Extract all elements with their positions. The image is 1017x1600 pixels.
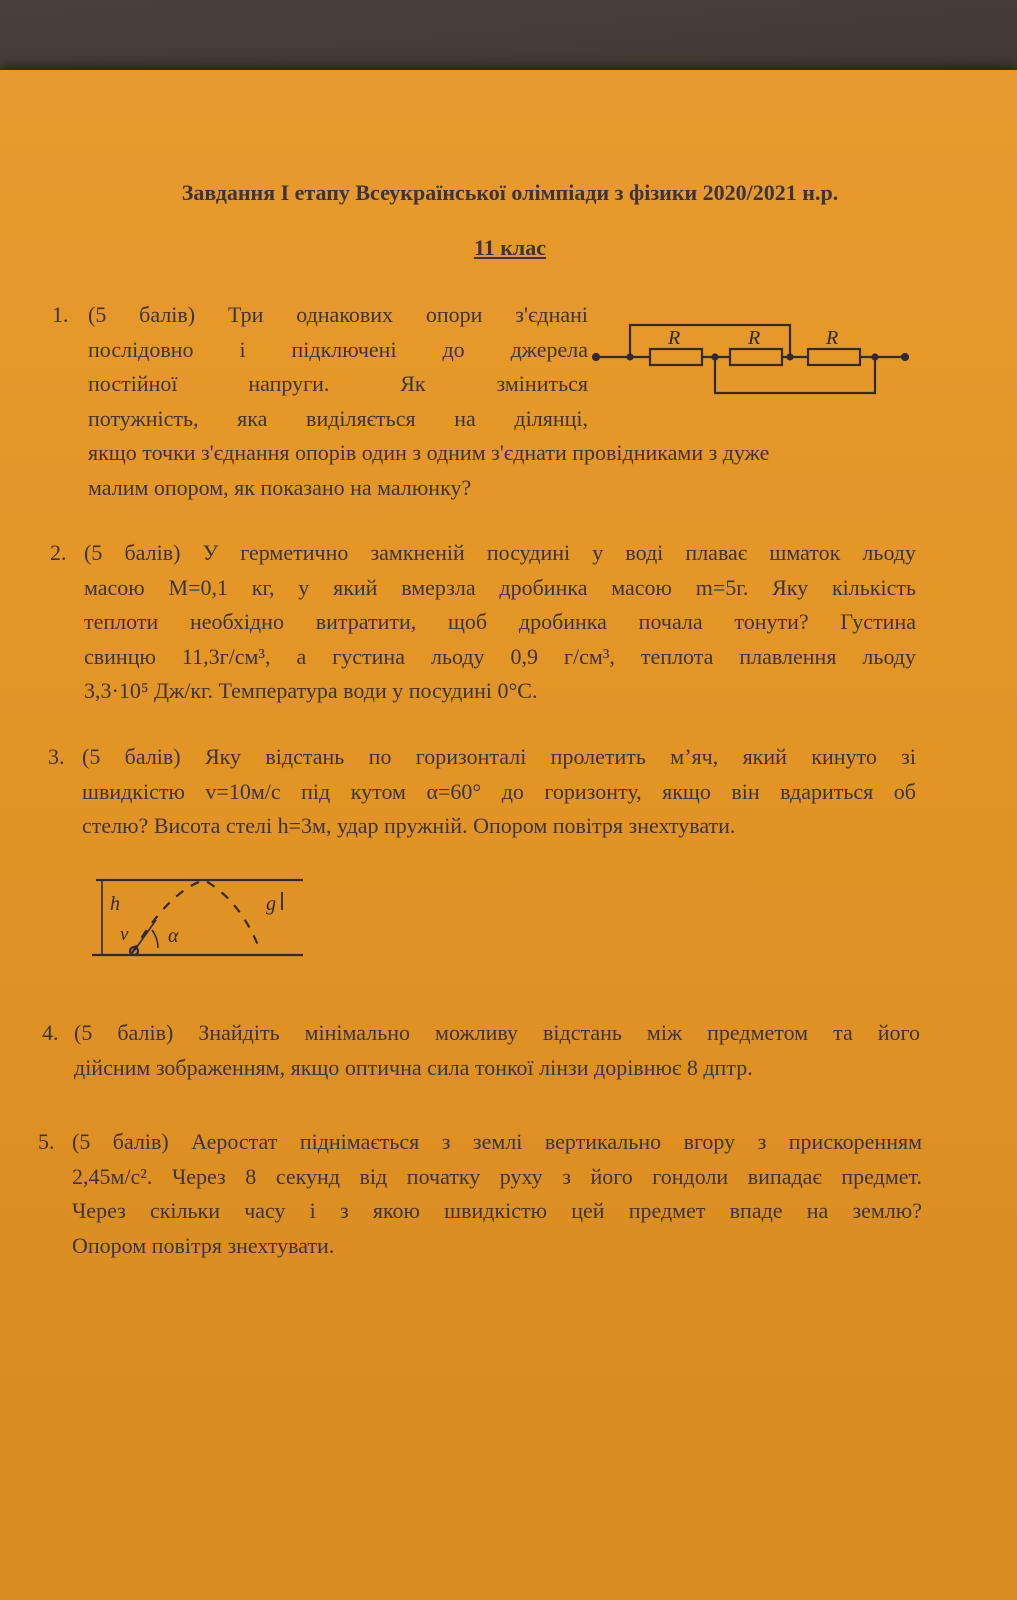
circuit-diagram	[590, 315, 920, 410]
grade-heading: 11 клас	[473, 235, 547, 260]
task-line: Опором повітря знехтувати.	[72, 1232, 335, 1258]
terminal-right	[902, 354, 908, 360]
task-points: (5 балів)	[84, 540, 181, 565]
resistor-label: R	[826, 327, 839, 349]
task-points: (5 балів)	[72, 1129, 169, 1154]
label-v: v	[120, 924, 129, 945]
task-line: Аеростат піднімається з землі вертикально вгору з прискоренням	[191, 1129, 923, 1154]
task-line: 3,3·10⁵ Дж/кг. Температура води у посудині 0°С.	[84, 678, 538, 703]
task-line: якщо точки з'єднання опорів один з одним з'єднати провідниками з дуже	[88, 440, 770, 465]
resistor-2	[730, 349, 782, 365]
task-line: Три однакових опори з'єднані	[228, 302, 589, 327]
resistor-label: R	[668, 327, 681, 349]
task-line: Яку відстань по горизонталі пролетить м’яч, який кинуто зі	[205, 744, 916, 769]
task-number: 1.	[52, 302, 69, 327]
task-points: (5 балів)	[74, 1020, 174, 1045]
task-line: теплоти необхідно витратити, щоб дробинка почала тонути? Густина	[84, 609, 916, 634]
task-line: дійсним зображенням, якщо оптична сила тонкої лінзи дорівнює 8 дптр.	[74, 1054, 753, 1080]
task-points: (5 балів)	[88, 302, 196, 327]
task-line: потужність, яка виділяється на ділянці,	[88, 405, 588, 431]
task-line: постійної напруги. Як зміниться	[88, 371, 588, 396]
task-5	[38, 1125, 922, 1263]
document-title: Завдання І етапу Всеукраїнської олімпіади з фізики 2020/2021 н.р.	[181, 180, 839, 205]
task-line: масою M=0,1 кг, у який вмерзла дробинка масою m=5г. Яку кількість	[84, 574, 916, 600]
task-line: У герметично замкненій посудині у воді плаває шматок льоду	[202, 540, 917, 565]
task-line: Через скільки часу і з якою швидкістю цей предмет впаде на землю?	[72, 1198, 922, 1223]
task-number: 3.	[48, 744, 65, 769]
label-h: h	[110, 893, 120, 915]
resistor-label: R	[748, 327, 761, 349]
velocity-vector	[134, 920, 156, 951]
resistor-1	[650, 349, 702, 365]
angle-arc	[152, 930, 158, 948]
task-number: 2.	[50, 540, 67, 565]
task-2	[50, 536, 916, 709]
task-line: малим опором, як показано на малюнку?	[88, 474, 472, 500]
task-4	[42, 1016, 920, 1085]
trajectory-path	[132, 880, 260, 953]
task-3	[48, 740, 916, 844]
label-alpha: α	[168, 925, 179, 947]
task-line: Знайдіть мінімально можливу відстань між предметом та його	[198, 1020, 921, 1045]
task-line: стелю? Висота стелі h=3м, удар пружній. Опором повітря знехтувати.	[82, 813, 736, 838]
task-line: швидкістю v=10м/с під кутом α=60° до горизонту, якщо він вдариться об	[82, 778, 916, 804]
task-points: (5 балів)	[82, 744, 181, 769]
task-line: 2,45м/с². Через 8 секунд від початку руху з його гондоли випадає предмет.	[72, 1163, 922, 1189]
label-g: g	[266, 893, 276, 915]
trajectory-diagram	[88, 870, 308, 965]
task-number: 5.	[38, 1129, 55, 1154]
task-number: 4.	[42, 1020, 59, 1045]
task-line: свинцю 11,3г/см³, а густина льоду 0,9 г/см³, теплота плавлення льоду	[84, 643, 916, 669]
worksheet-paper	[0, 70, 1017, 1600]
task-line: послідовно і підключені до джерела	[88, 336, 588, 362]
resistor-3	[808, 349, 860, 365]
